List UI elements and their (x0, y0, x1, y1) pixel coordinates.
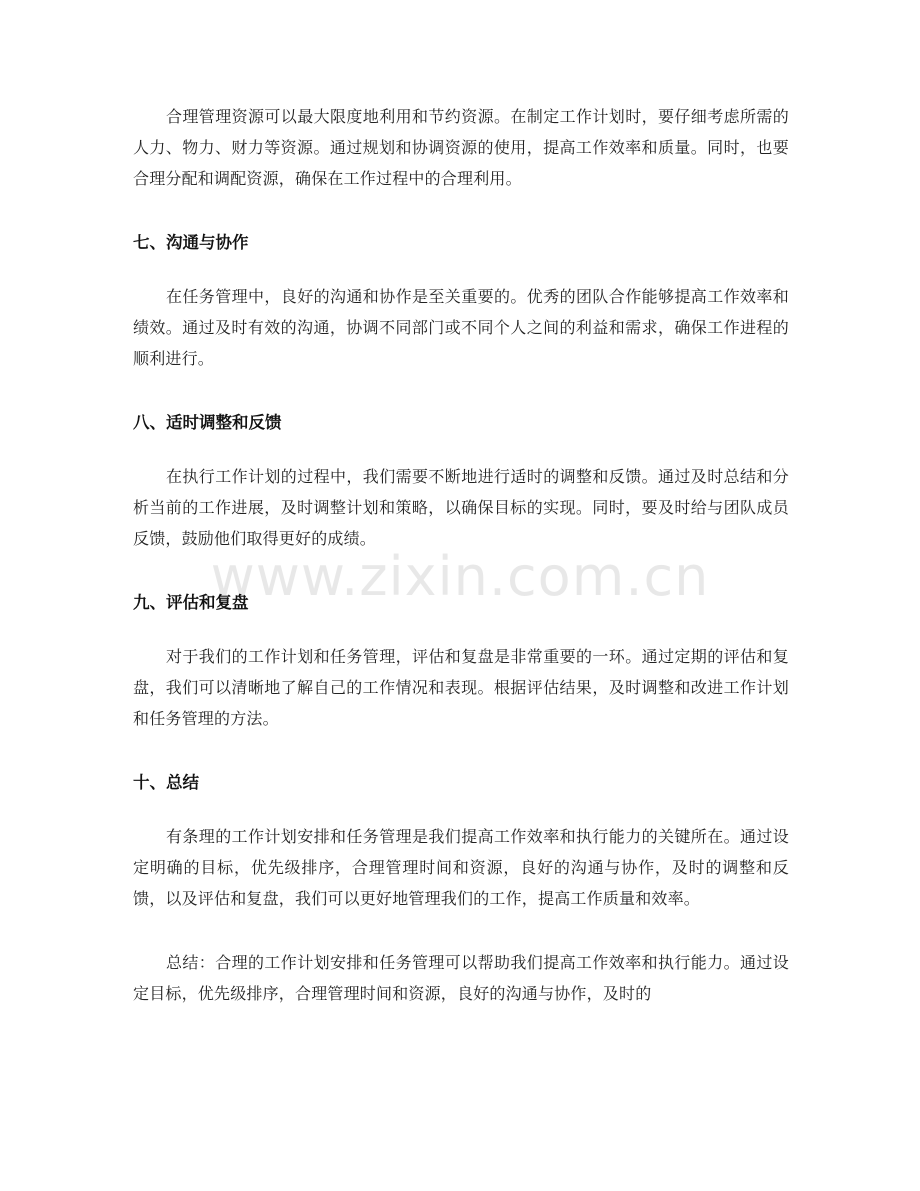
paragraph-final-summary: 总结：合理的工作计划安排和任务管理可以帮助我们提高工作效率和执行能力。通过设定目标，优先级排序，合理管理时间和资源，良好的沟通与协作，及时的 (133, 953, 789, 1003)
document-body (133, 101, 789, 1009)
spacer (133, 438, 789, 461)
paragraph-summary: 有条理的工作计划安排和任务管理是我们提高工作效率和执行能力的关键所在。通过设定明确的目标，优先级排序，合理管理时间和资源，良好的沟通与协作，及时的调整和反馈，以及评估和复盘，我们可以更好地管理我们的工作，提高工作质量和效率。 (133, 827, 789, 908)
spacer (133, 258, 789, 281)
watermark: www.zixin.com.cn (210, 545, 710, 608)
heading-adjustment: 八、适时调整和反馈 (133, 413, 282, 432)
spacer (133, 374, 789, 407)
heading-summary: 十、总结 (133, 773, 199, 792)
paragraph-adjustment: 在执行工作计划的过程中，我们需要不断地进行适时的调整和反馈。通过及时总结和分析当前的工作进展，及时调整计划和策略，以确保目标的实现。同时，要及时给与团队成员反馈，鼓励他们取得更好的成绩。 (133, 467, 789, 548)
spacer (133, 734, 789, 767)
heading-evaluation: 九、评估和复盘 (133, 593, 249, 612)
heading-communication: 七、沟通与协作 (133, 233, 249, 252)
paragraph-evaluation: 对于我们的工作计划和任务管理，评估和复盘是非常重要的一环。通过定期的评估和复盘，我们可以清晰地了解自己的工作情况和表现。根据评估结果，及时调整和改进工作计划和任务管理的方法。 (133, 647, 789, 728)
paragraph-resources: 合理管理资源可以最大限度地利用和节约资源。在制定工作计划时，要仔细考虑所需的人力、物力、财力等资源。通过规划和协调资源的使用，提高工作效率和质量。同时，也要合理分配和调配资源，确保在工作过程中的合理利用。 (133, 107, 789, 188)
spacer (133, 618, 789, 641)
spacer (133, 798, 789, 821)
spacer (133, 554, 789, 587)
paragraph-communication: 在任务管理中，良好的沟通和协作是至关重要的。优秀的团队合作能够提高工作效率和绩效。通过及时有效的沟通，协调不同部门或不同个人之间的利益和需求，确保工作进程的顺利进行。 (133, 287, 789, 368)
spacer (133, 194, 789, 227)
spacer (133, 914, 789, 947)
